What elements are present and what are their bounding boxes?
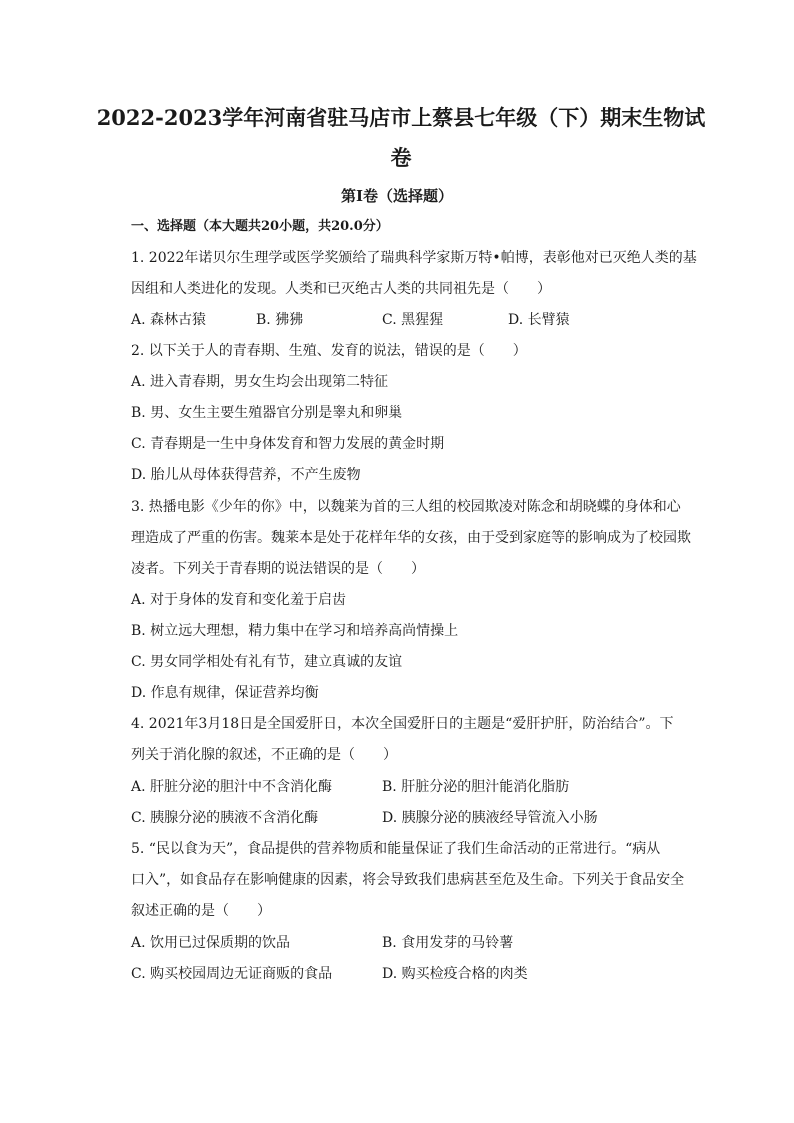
question-5-option-b: B. 食用发芽的马铃薯 <box>382 935 514 951</box>
question-3-stem-line-3: 凌者。下列关于青春期的说法错误的是（ ） <box>131 561 425 577</box>
question-2-option-a: A. 进入青春期，男女生均会出现第二特征 <box>131 374 389 390</box>
question-3-option-c: C. 男女同学相处有礼有节，建立真诚的友谊 <box>131 654 403 670</box>
question-2-option-b: B. 男、女生主要生殖器官分别是睾丸和卵巢 <box>131 405 403 421</box>
question-1-option-d: D. 长臂猿 <box>508 312 570 328</box>
question-2-stem: 2. 以下关于人的青春期、生殖、发育的说法，错误的是（ ） <box>131 343 527 359</box>
question-3-option-d: D. 作息有规律，保证营养均衡 <box>131 685 319 701</box>
exam-title-line-1: 2022-2023学年河南省驻马店市上蔡县七年级（下）期末生物试 <box>96 105 706 130</box>
exam-title-line-2: 卷 <box>390 145 412 170</box>
question-1-stem-line-1: 1. 2022年诺贝尔生理学或医学奖颁给了瑞典科学家斯万特•帕博，表彰他对已灭绝人类的基 <box>131 250 697 266</box>
question-3-stem-line-2: 理造成了严重的伤害。魏莱本是处于花样年华的女孩，由于受到家庭等的影响成为了校园欺 <box>131 530 691 546</box>
question-4-stem-line-2: 列关于消化腺的叙述，不正确的是（ ） <box>131 747 397 763</box>
question-5-stem-line-2: 口入”，如食品存在影响健康的因素，将会导致我们患病甚至危及生命。下列关于食品安全 <box>131 872 685 888</box>
section-heading: 一、选择题（本大题共20小题，共20.0分） <box>131 219 389 234</box>
volume-heading: 第I卷（选择题） <box>340 187 454 205</box>
question-1-option-c: C. 黑猩猩 <box>382 312 444 328</box>
question-2-option-d: D. 胎儿从母体获得营养，不产生废物 <box>131 467 361 483</box>
question-5-stem-line-1: 5. “民以食为天”，食品提供的营养物质和能量保证了我们生命活动的正常进行。“病从 <box>131 841 661 857</box>
question-2-option-c: C. 青春期是一生中身体发育和智力发展的黄金时期 <box>131 436 445 452</box>
question-1-stem-line-2: 因组和人类进化的发现。人类和已灭绝古人类的共同祖先是（ ） <box>131 281 551 297</box>
question-3-stem-line-1: 3. 热播电影《少年的你》中，以魏莱为首的三人组的校园欺凌对陈念和胡晓蝶的身体和心 <box>131 499 681 515</box>
question-5-option-d: D. 购买检疫合格的肉类 <box>382 966 528 982</box>
question-1-option-b: B. 狒狒 <box>256 312 304 328</box>
question-5-stem-line-3: 叙述正确的是（ ） <box>131 903 271 919</box>
question-4-option-b: B. 肝脏分泌的胆汁能消化脂肪 <box>382 779 570 795</box>
question-5-option-a: A. 饮用已过保质期的饮品 <box>131 935 291 951</box>
question-4-option-d: D. 胰腺分泌的胰液经导管流入小肠 <box>382 810 598 826</box>
question-3-option-a: A. 对于身体的发育和变化羞于启齿 <box>131 592 347 608</box>
question-4-stem-line-1: 4. 2021年3月18日是全国爱肝日，本次全国爱肝日的主题是“爱肝护肝，防治结合”。下 <box>131 716 674 732</box>
question-3-option-b: B. 树立远大理想，精力集中在学习和培养高尚情操上 <box>131 623 459 639</box>
question-5-option-c: C. 购买校园周边无证商贩的食品 <box>131 966 333 982</box>
question-1-option-a: A. 森林古猿 <box>131 312 207 328</box>
question-4-option-c: C. 胰腺分泌的胰液不含消化酶 <box>131 810 319 826</box>
question-4-option-a: A. 肝脏分泌的胆汁中不含消化酶 <box>131 779 333 795</box>
